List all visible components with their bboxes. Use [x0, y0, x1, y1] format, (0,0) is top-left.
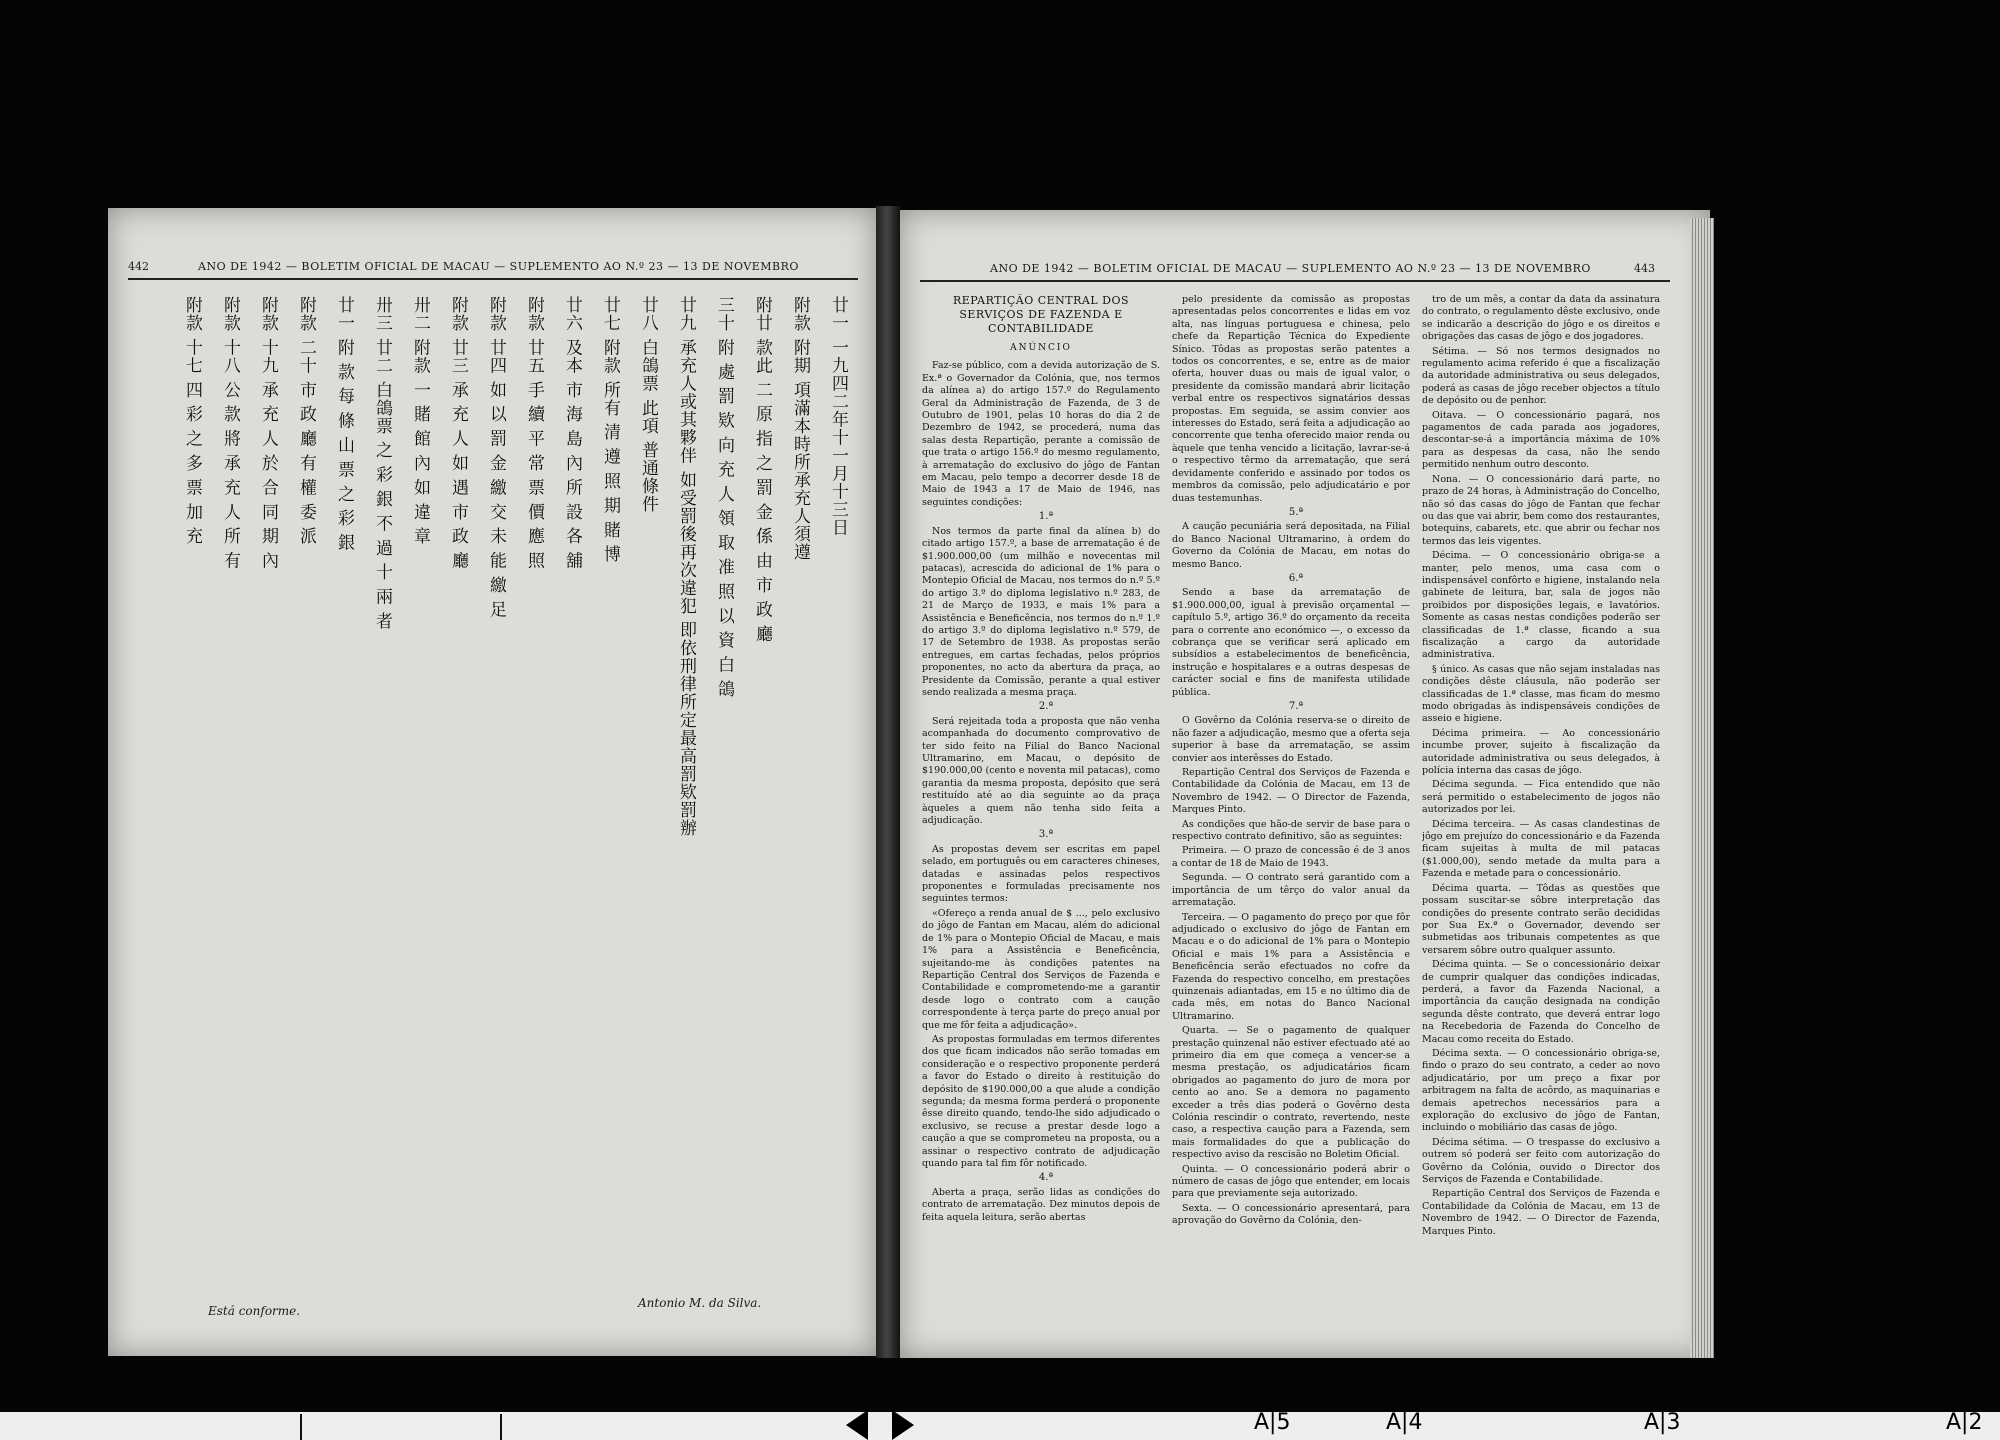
text-column-2 [1172, 294, 1410, 1334]
paragraph: § único. As casas que não sejam instaladas nas condições dêste cláusula, não poderão ser classificadas de 1.ª classe, mas ficam do mesmo modo obrigadas às indispensáveis condições de asseio e higiene. [1422, 663, 1660, 725]
paragraph: Sexta. — O concessionário apresentará, para aprovação do Govêrno da Colónia, den- [1172, 1202, 1410, 1227]
paragraph: Aberta a praça, serão lidas as condições do contrato de arrematação. Dez minutos depois de feita aquela leitura, serão abertas [922, 1186, 1160, 1223]
paragraph: Terceira. — O pagamento do preço por que fôr adjudicado o exclusivo do jôgo de Fantan em Macau e o do adicional de 1% para o Montepio Oficial e mais 1% para a Assistência e Beneficência serão efectuados no cofre da Fazenda do respectivo concelho, em prestações quinzenais adiantadas, em 15 e no último dia de cada mês, em notas do Banco Nacional Ultramarino. [1172, 911, 1410, 1022]
right-arrow-icon [892, 1410, 914, 1440]
paragraph: Quarta. — Se o pagamento de qualquer prestação quinzenal não estiver efectuado até ao primeiro dia em que começa a vencer-se a mesma prestação, os adjudicatários ficam obrigados ao pagamento do juro de mora por cento ao ano. Se a demora no pagamento exceder a três dias poderá o Govêrno desta Colónia rescindir o contrato, revertendo, neste caso, a respectiva caução para a Fazenda, sem mais formalidades do que a publicação do respectivo aviso da rescisão no Boletim Oficial. [1172, 1025, 1410, 1161]
paragraph: Quinta. — O concessionário poderá abrir o número de casas de jôgo que entender, em locais para que previamente seja autorizado. [1172, 1163, 1410, 1200]
right-running-head: ANO DE 1942 — BOLETIM OFICIAL DE MACAU — SUPLEMENTO AO N.º 23 — 13 DE NOVEMBRO [990, 262, 1591, 275]
chinese-column: 廿六 及本 市 海 島 內 所 設 各 舖 [562, 296, 582, 570]
right-page [900, 210, 1710, 1358]
announcement-subheading: ANÚNCIO [1010, 343, 1072, 353]
left-page [108, 208, 876, 1356]
strip-label: A|4 [1386, 1410, 1423, 1435]
clause-number: 4.ª [1038, 1172, 1054, 1184]
paragraph: O Govêrno da Colónia reserva-se o direito de não fazer a adjudicação, mesmo que a oferta seja superior à base da arrematação, se assim convier aos interêsses do Estado. [1172, 715, 1410, 764]
strip-label: A|5 [1254, 1410, 1291, 1435]
left-page-number: 442 [128, 260, 149, 273]
paragraph: Décima. — O concessionário obriga-se a manter, pelo menos, uma casa com o indispensável confôrto e higiene, instalando nela gabinete de leitura, bar, sala de jogos não proibidos por disposições legais, e lavatórios. Somente as casas nestas condições poderão ser classificadas de 1.ª classe, ficando a sua fiscalização a cargo da autoridade administrativa. [1422, 550, 1660, 661]
right-page-number: 443 [1634, 262, 1655, 275]
announcement-heading: REPARTIÇÃO CENTRAL DOS SERVIÇOS DE FAZENDA E CONTABILIDADE [952, 294, 1130, 335]
paragraph: Segunda. — O contrato será garantido com a importância de um têrço do valor anual da arrematação. [1172, 872, 1410, 909]
chinese-column: 附款 十九 承 充 人 於 合 同 期 內 [258, 296, 278, 570]
paragraph: Primeira. — O prazo de concessão é de 3 anos a contar de 18 de Maio de 1943. [1172, 845, 1410, 869]
paragraph: Décima primeira. — Ao concessionário incumbe prover, sujeito à fiscalização da autoridade administrativa ou seus delegados, à polícia interna das casas de jôgo. [1422, 727, 1660, 777]
chinese-column: 附款 十七 四 彩 之 多 票 加 充 [182, 296, 202, 546]
right-header-rule [920, 280, 1670, 282]
paragraph: «Ofereço a renda anual de $ ..., pelo exclusivo do jôgo de Fantan em Macau, além do adicional de 1% para o Montepio Oficial de Macau, e mais 1% para a Assistência e Beneficência, sujeitando-me às condições patentes na Repartição Central dos Serviços de Fazenda e Contabilidade e comprometendo-me a garantir desde logo o contrato com a caução correspondente à terça parte do preço anual por que me fôr feita a adjudicação». [922, 907, 1160, 1031]
column-3-paragraphs [1422, 294, 1660, 1238]
paragraph: Décima sexta. — O concessionário obriga-se, findo o prazo do seu contrato, a ceder ao novo adjudicatário, por um preço a fixar por arbitragem na falta de acôrdo, as maquinarias e demais apetrechos necessários para a exploração do exclusivo do jôgo de Fantan, incluindo o mobiliário das casas de jôgo. [1422, 1047, 1660, 1134]
clause-number: 7.ª [1288, 701, 1304, 712]
paragraph: A caução pecuniária será depositada, na Filial do Banco Nacional Ultramarino, à ordem do Governo da Colónia de Macau, em notas do mesmo Banco. [1172, 521, 1410, 570]
chinese-column: 廿八 白鴿票 此項 普通條件 [638, 296, 658, 514]
book-page-edges [1690, 218, 1714, 1358]
chinese-column: 廿一 附 款 每 條 山 票 之 彩 銀 [334, 296, 354, 552]
paragraph: As propostas formuladas em termos diferentes dos que ficam indicados não serão tomadas em consideração e o respectivo proponente perderá a favor do Estado o direito à restituição do depósito de $190.000,00 a que alude a condição segunda; da mesma forma perderá o proponente êsse direito quando, tendo-lhe sido adjudicado o exclusivo, se recuse a prestar desde logo a caução a que se comprometeu na proposta, ou a assinar o respectivo contrato de adjudicação quando para tal fim fôr notificado. [922, 1033, 1160, 1169]
clause-number: 1.ª [1038, 511, 1054, 523]
chinese-column: 附款 廿五 手 續 平 常 票 價 應 照 [524, 296, 544, 570]
paragraph: Faz-se público, com a devida autorização de S. Ex.ª o Governador da Colónia, que, nos termos da alínea a) do artigo 157.º do Regulamento Geral da Administração de Fazenda, de 3 de Outubro de 1901, pelas 10 horas do dia 2 de Dezembro de 1942, se procederá, numa das salas desta Repartição, perante a comissão de que trata o artigo 156.º do mesmo regulamento, à arrematação do exclusivo do jôgo de Fantan em Macau, pelo tempo a decorrer desde 18 de Maio de 1943 a 17 de Maio de 1946, nas seguintes condições: [922, 360, 1160, 508]
chinese-column: 廿一 一九四二年十一月十三日 [828, 296, 848, 537]
clause-number: 5.ª [1288, 506, 1304, 518]
paragraph: tro de um mês, a contar da data da assinatura do contrato, o regulamento dêste exclusivo, onde se indicarão a descrição do jôgo e os direitos e obrigações das casas de jôgo e dos jogadores. [1422, 294, 1660, 343]
chinese-column: 卅三 廿二 白鴿票 之 彩 銀 不 過 十 兩 者 [372, 296, 392, 631]
column-2-paragraphs [1172, 294, 1410, 1228]
paragraph: Será rejeitada toda a proposta que não venha acompanhada do documento comprovativo de ter sido feito na Filial do Banco Nacional Ultramarino, em Macau, o depósito de $190.000,00 (cento e noventa mil patacas), como garantia da mesma proposta, depósito que será restituído até ao dia seguinte ao da praça àqueles a quem não tenha sido feita a adjudicação. [922, 715, 1160, 827]
chinese-column: 廿七 附款 所有 清 遵 照 期 賭 博 [600, 296, 620, 564]
chinese-text-columns [148, 296, 848, 1296]
book-gutter [876, 206, 900, 1358]
strip-tick [500, 1414, 502, 1440]
strip-label: A|3 [1644, 1410, 1681, 1435]
paragraph: As condições que hão-de servir de base para o respectivo contrato definitivo, são as seguintes: [1172, 818, 1410, 843]
paragraph: pelo presidente da comissão as propostas apresentadas pelos concorrentes e lidas em voz alta, nas línguas portuguesa e chinesa, pelo chefe da Repartição Técnica do Expediente Sínico. Tôdas as propostas serão patentes a todos os concorrentes, e se, entre as de maior oferta, houver duas ou mais de igual valor, o presidente da comissão mandará abrir licitação verbal entre os respectivos signatários dessas propostas. Em seguida, se assim convier aos interesses do Estado, será feita a adjudicação ao concorrente que tenha oferecido maior renda ou àquele que tenha vencido a licitação, lavrar-se-á o respectivo têrmo da arrematação, que será devidamente conferido e assinado por todos os membros da comissão, pelo adjudicatário e por duas testemunhas. [1172, 294, 1410, 504]
paragraph: Oitava. — O concessionário pagará, nos pagamentos de cada parada aos jogadores, descontar-se-á a importância máxima de 10% para as despesas da casa, não lhe sendo permitido nenhum outro desconto. [1422, 409, 1660, 471]
paragraph: Décima segunda. — Fica entendido que não será permitido o estabelecimento de jogos não autorizados por lei. [1422, 779, 1660, 816]
left-running-head: ANO DE 1942 — BOLETIM OFICIAL DE MACAU — SUPLEMENTO AO N.º 23 — 13 DE NOVEMBRO [198, 260, 799, 273]
clause-number: 6.ª [1288, 572, 1304, 584]
chinese-column: 附款 二十 市 政 廳 有 權 委 派 [296, 296, 316, 546]
paragraph: Décima terceira. — As casas clandestinas de jôgo em prejuízo do concessionário e da Fazenda ficam sujeitas à multa de mil patacas ($1.000,00), sendo metade da multa para a Fazenda e metade para o concessionário. [1422, 818, 1660, 880]
paragraph: Nos termos da parte final da alínea b) do citado artigo 157.º, a base de arrematação é de $1.900.000,00 (um milhão e novecentas mil patacas), acrescida do adicional de 1% para o Montepio Oficial de Macau, nos termos do n.º 5.º do artigo 3.º do diploma legislativo n.º 283, de 21 de Março de 1933, e mais 1% para a Assistência e Beneficência, nos termos do n.º 1.º do artigo 3.º do diploma legislativo n.º 579, de 17 de Setembro de 1938. As propostas serão entregues, em cartas fechadas, pelos próprios proponentes, no acto da abertura da praça, ao Presidente da Comissão, perante a qual estiver sendo realizada a mesma praça. [922, 525, 1160, 698]
chinese-column: 三十 附 處 罰 欵 向 充 人 領 取 准 照 以 資 白 鴿 [714, 296, 734, 699]
chinese-column: 廿九 承充人或其夥伴 如受罰後再次違犯 即依刑律所定最高罰欵罰辦 [676, 296, 696, 838]
left-header-rule [128, 278, 858, 280]
left-signature: Antonio M. da Silva. [638, 1296, 762, 1310]
paragraph: Repartição Central dos Serviços de Fazenda e Contabilidade da Colónia de Macau, em 13 de Novembro de 1942. — O Director de Fazenda, Marques Pinto. [1422, 1188, 1660, 1237]
paragraph: As propostas devem ser escritas em papel selado, em português ou em caracteres chineses, datadas e assinadas pelos respectivos proponentes e formuladas precisamente nos seguintes termos: [922, 843, 1160, 905]
left-conforme-note: Está conforme. [208, 1304, 301, 1318]
left-arrow-icon [846, 1410, 868, 1440]
paragraph: Sendo a base da arrematação de $1.900.000,00, igual à previsão orçamental — capítulo 5.º, artigo 36.º do orçamento da receita para o corrente ano económico —, o excesso da cobrança que se verificar será aplicado em subsídios a estabelecimentos de beneficência, instrução e hospitalares e a outras despesas de carácter social e fins de manifesta utilidade pública. [1172, 587, 1410, 698]
clause-number: 2.ª [1038, 701, 1054, 713]
paragraph: Nona. — O concessionário dará parte, no prazo de 24 horas, à Administração do Concelho, não só das casas do jôgo de Fantan que fechar ou das que vai abrir, bem como dos restaurantes, botequins, cabarets, etc. que abrir ou fechar nos termos das leis vigentes. [1422, 473, 1660, 547]
chinese-column: 卅二 附款 一 賭 館 內 如 違 章 [410, 296, 430, 546]
strip-tick [300, 1414, 302, 1440]
column-1-paragraphs [922, 360, 1160, 1224]
chinese-column: 附款 十八 公 款 將 承 充 人 所 有 [220, 296, 240, 570]
clause-number: 3.ª [1038, 829, 1054, 841]
paragraph: Sétima. — Só nos termos designados no regulamento acima referido é que a fiscalização da autoridade administrativa ou seus delegados, poderá as casas de jôgo receber objectos a título de depósito ou de penhor. [1422, 345, 1660, 407]
paragraph: Décima sétima. — O trespasse do exclusivo a outrem só poderá ser feito com autorização do Govêrno da Colónia, ouvido o Director dos Serviços de Fazenda e Contabilidade. [1422, 1136, 1660, 1186]
paragraph: Repartição Central dos Serviços de Fazenda e Contabilidade da Colónia de Macau, em 13 de Novembro de 1942. — O Director de Fazenda, Marques Pinto. [1172, 767, 1410, 816]
paragraph: Décima quinta. — Se o concessionário deixar de cumprir qualquer das condições indicadas, perderá, a favor da Fazenda Nacional, a importância da caução designada na condição segunda dêste contrato, que deverá entrar logo na Recebedoria de Fazenda do Concelho de Macau como receita do Estado. [1422, 959, 1660, 1045]
chinese-column: 附廿 款此 二 原 指 之 罰 金 係 由 市 政 廳 [752, 296, 772, 643]
chinese-column: 附款 廿三 承 充 人 如 遇 市 政 廳 [448, 296, 468, 570]
paragraph: Décima quarta. — Tôdas as questões que possam suscitar-se sôbre interpretação das condições do presente contrato serão decididas por Sua Ex.ª o Governador, devendo ser submetidas aos tribunais competentes as que versarem sôbre outro qualquer assunto. [1422, 882, 1660, 956]
text-column-3 [1422, 294, 1660, 1334]
chinese-column: 附款 附期 項滿本時所承充人須遵 [790, 296, 810, 561]
chinese-column: 附款 廿四 如 以 罰 金 繳 交 未 能 繳 足 [486, 296, 506, 619]
text-column-1 [922, 294, 1160, 1334]
strip-label: A|2 [1946, 1410, 1983, 1435]
